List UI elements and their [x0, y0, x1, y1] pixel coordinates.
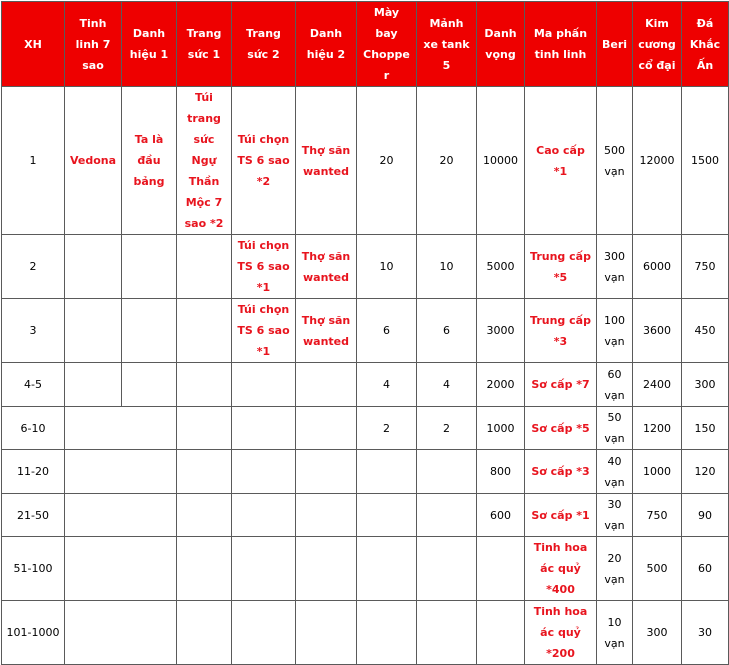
rank-cell: 11-20 — [2, 450, 65, 494]
rank-cell: 1 — [2, 87, 65, 235]
danh-hieu-2-cell — [296, 537, 357, 601]
ma-phan-cell: Tinh hoa ác quỷ *200 — [525, 601, 597, 665]
trang-suc-2-cell: Túi chọn TS 6 sao *2 — [232, 87, 296, 235]
da-khac-an-cell: 1500 — [682, 87, 729, 235]
da-khac-an-cell: 750 — [682, 235, 729, 299]
trang-suc-1-cell — [177, 450, 232, 494]
rank-cell: 6-10 — [2, 407, 65, 450]
danh-hieu-2-cell — [296, 601, 357, 665]
trang-suc-1-cell — [177, 601, 232, 665]
header-kim-cuong: Kim cương cổ đại — [633, 2, 682, 87]
chopper-cell: 10 — [357, 235, 417, 299]
header-danh-vong: Danh vọng — [477, 2, 525, 87]
ma-phan-cell: Sơ cấp *5 — [525, 407, 597, 450]
tank-cell: 20 — [417, 87, 477, 235]
header-tank: Mảnh xe tank 5 — [417, 2, 477, 87]
empty-cell — [65, 537, 177, 601]
chopper-cell — [357, 494, 417, 537]
kim-cuong-cell: 300 — [633, 601, 682, 665]
danh-vong-cell: 600 — [477, 494, 525, 537]
danh-hieu-1-cell: Ta là đầu bảng — [122, 87, 177, 235]
chopper-cell — [357, 601, 417, 665]
danh-hieu-2-cell — [296, 363, 357, 407]
trang-suc-2-cell: Túi chọn TS 6 sao *1 — [232, 235, 296, 299]
danh-vong-cell: 3000 — [477, 299, 525, 363]
chopper-cell — [357, 537, 417, 601]
ma-phan-cell: Sơ cấp *3 — [525, 450, 597, 494]
tank-cell: 4 — [417, 363, 477, 407]
danh-hieu-2-cell: Thợ săn wanted — [296, 87, 357, 235]
table-row — [2, 87, 729, 235]
header-ma-phan: Ma phấn tinh linh — [525, 2, 597, 87]
header-danh-hieu-1: Danh hiệu 1 — [122, 2, 177, 87]
trang-suc-2-cell — [232, 407, 296, 450]
kim-cuong-cell: 1200 — [633, 407, 682, 450]
header-trang-suc-2: Trang sức 2 — [232, 2, 296, 87]
danh-hieu-2-cell — [296, 450, 357, 494]
kim-cuong-cell: 2400 — [633, 363, 682, 407]
header-tinh-linh: Tinh linh 7 sao — [65, 2, 122, 87]
trang-suc-2-cell — [232, 537, 296, 601]
header-rank: XH — [2, 2, 65, 87]
da-khac-an-cell: 120 — [682, 450, 729, 494]
beri-cell: 20 vạn — [597, 537, 633, 601]
empty-cell — [65, 601, 177, 665]
danh-vong-cell: 2000 — [477, 363, 525, 407]
kim-cuong-cell: 3600 — [633, 299, 682, 363]
table-row — [2, 235, 729, 299]
chopper-cell: 20 — [357, 87, 417, 235]
ma-phan-cell: Sơ cấp *7 — [525, 363, 597, 407]
beri-cell: 300 vạn — [597, 235, 633, 299]
beri-cell: 50 vạn — [597, 407, 633, 450]
kim-cuong-cell: 12000 — [633, 87, 682, 235]
beri-cell: 500 vạn — [597, 87, 633, 235]
chopper-cell: 4 — [357, 363, 417, 407]
danh-vong-cell — [477, 601, 525, 665]
chopper-cell: 6 — [357, 299, 417, 363]
beri-cell: 10 vạn — [597, 601, 633, 665]
danh-hieu-1-cell — [122, 299, 177, 363]
tank-cell — [417, 537, 477, 601]
ma-phan-cell: Sơ cấp *1 — [525, 494, 597, 537]
rank-cell: 4-5 — [2, 363, 65, 407]
tinh-linh-cell — [65, 299, 122, 363]
table-row — [2, 299, 729, 363]
danh-vong-cell: 10000 — [477, 87, 525, 235]
da-khac-an-cell: 300 — [682, 363, 729, 407]
table-row — [2, 494, 729, 537]
danh-vong-cell: 1000 — [477, 407, 525, 450]
tinh-linh-cell: Vedona — [65, 87, 122, 235]
ma-phan-cell: Trung cấp *3 — [525, 299, 597, 363]
header-trang-suc-1: Trang sức 1 — [177, 2, 232, 87]
kim-cuong-cell: 750 — [633, 494, 682, 537]
trang-suc-2-cell — [232, 450, 296, 494]
ma-phan-cell: Trung cấp *5 — [525, 235, 597, 299]
rank-cell: 21-50 — [2, 494, 65, 537]
rank-cell: 101-1000 — [2, 601, 65, 665]
ma-phan-cell: Tinh hoa ác quỷ *400 — [525, 537, 597, 601]
trang-suc-2-cell: Túi chọn TS 6 sao *1 — [232, 299, 296, 363]
tank-cell: 2 — [417, 407, 477, 450]
trang-suc-2-cell — [232, 601, 296, 665]
trang-suc-1-cell — [177, 363, 232, 407]
danh-hieu-2-cell: Thợ săn wanted — [296, 299, 357, 363]
trang-suc-1-cell — [177, 537, 232, 601]
beri-cell: 100 vạn — [597, 299, 633, 363]
empty-cell — [65, 450, 177, 494]
table-row — [2, 537, 729, 601]
rank-cell: 2 — [2, 235, 65, 299]
da-khac-an-cell: 60 — [682, 537, 729, 601]
da-khac-an-cell: 150 — [682, 407, 729, 450]
danh-hieu-1-cell — [122, 235, 177, 299]
tank-cell: 6 — [417, 299, 477, 363]
header-row — [2, 2, 729, 87]
danh-vong-cell: 800 — [477, 450, 525, 494]
chopper-cell: 2 — [357, 407, 417, 450]
beri-cell: 30 vạn — [597, 494, 633, 537]
danh-hieu-2-cell — [296, 494, 357, 537]
beri-cell: 60 vạn — [597, 363, 633, 407]
kim-cuong-cell: 500 — [633, 537, 682, 601]
tinh-linh-cell — [65, 363, 122, 407]
trang-suc-1-cell — [177, 235, 232, 299]
danh-vong-cell — [477, 537, 525, 601]
header-danh-hieu-2: Danh hiệu 2 — [296, 2, 357, 87]
header-beri: Beri — [597, 2, 633, 87]
danh-hieu-2-cell: Thợ săn wanted — [296, 235, 357, 299]
reward-table — [1, 1, 729, 665]
ma-phan-cell: Cao cấp *1 — [525, 87, 597, 235]
table-row — [2, 450, 729, 494]
kim-cuong-cell: 6000 — [633, 235, 682, 299]
danh-hieu-1-cell — [122, 363, 177, 407]
trang-suc-1-cell — [177, 494, 232, 537]
trang-suc-1-cell: Túi trang sức Ngự Thần Mộc 7 sao *2 — [177, 87, 232, 235]
table-row — [2, 363, 729, 407]
tank-cell — [417, 601, 477, 665]
empty-cell — [65, 494, 177, 537]
tinh-linh-cell — [65, 235, 122, 299]
danh-vong-cell: 5000 — [477, 235, 525, 299]
table-row — [2, 407, 729, 450]
empty-cell — [65, 407, 177, 450]
tank-cell — [417, 450, 477, 494]
beri-cell: 40 vạn — [597, 450, 633, 494]
kim-cuong-cell: 1000 — [633, 450, 682, 494]
danh-hieu-2-cell — [296, 407, 357, 450]
trang-suc-2-cell — [232, 494, 296, 537]
da-khac-an-cell: 450 — [682, 299, 729, 363]
chopper-cell — [357, 450, 417, 494]
da-khac-an-cell: 30 — [682, 601, 729, 665]
rank-cell: 3 — [2, 299, 65, 363]
da-khac-an-cell: 90 — [682, 494, 729, 537]
table-row — [2, 601, 729, 665]
header-da-khac-an: Đá Khắc Ấn — [682, 2, 729, 87]
tank-cell — [417, 494, 477, 537]
trang-suc-2-cell — [232, 363, 296, 407]
trang-suc-1-cell — [177, 407, 232, 450]
trang-suc-1-cell — [177, 299, 232, 363]
header-chopper: Mày bay Chopper — [357, 2, 417, 87]
tank-cell: 10 — [417, 235, 477, 299]
rank-cell: 51-100 — [2, 537, 65, 601]
